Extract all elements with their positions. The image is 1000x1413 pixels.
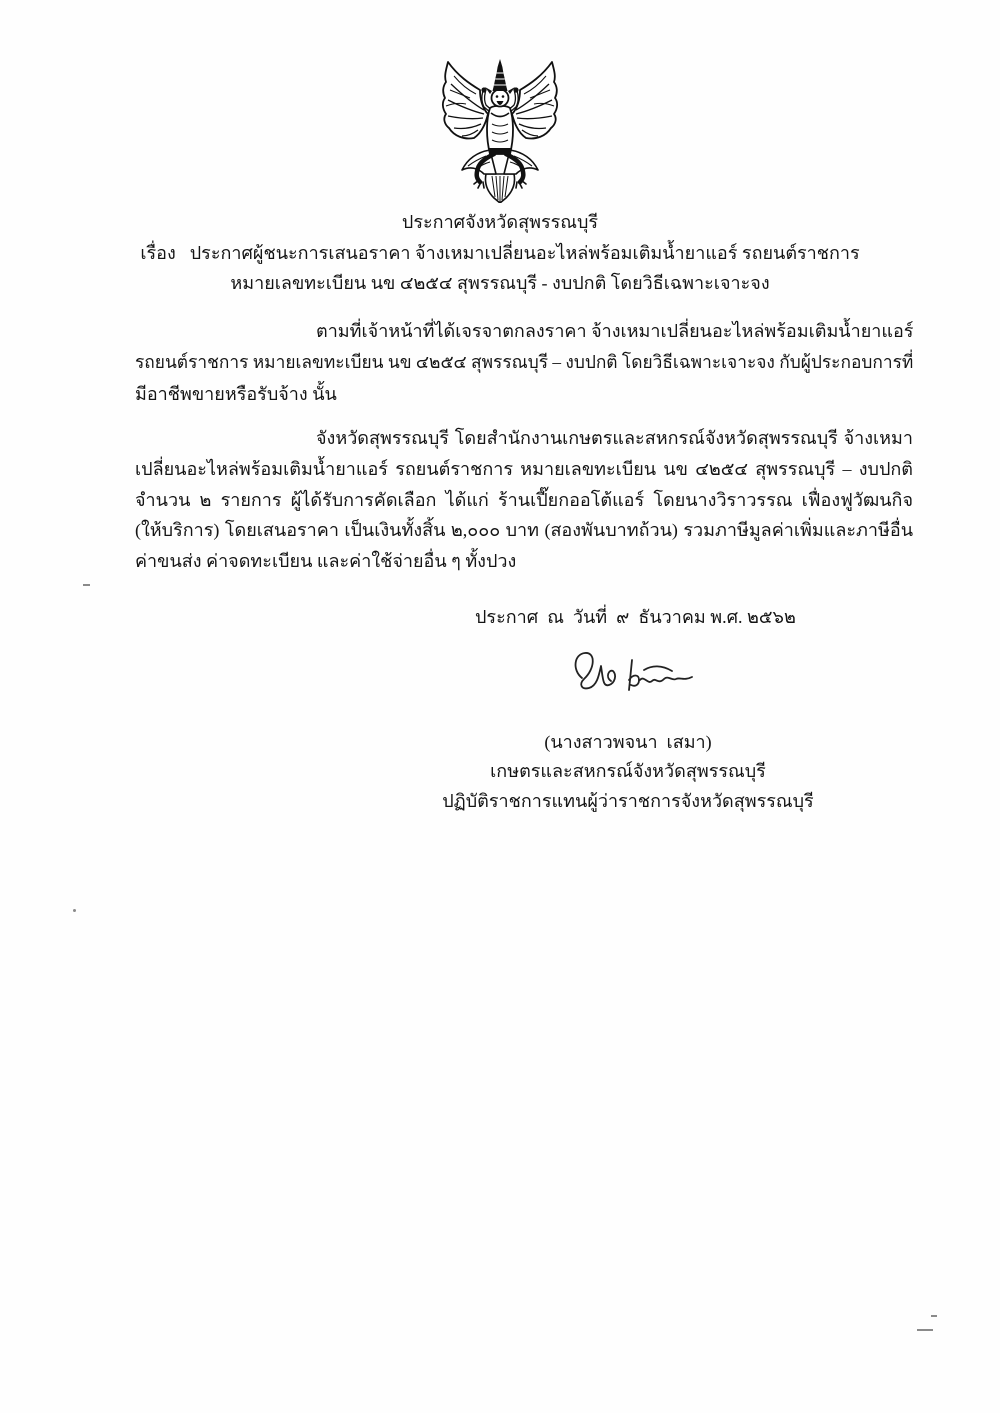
subject-line xyxy=(120,238,880,268)
paragraph-line: เปลี่ยนอะไหล่พร้อมเติมน้ำยาแอร์ รถยนต์ราชการ หมายเลขทะเบียน นข ๔๒๕๔ สุพรรณบุรี – งบปกติ xyxy=(135,459,913,479)
handwritten-signature xyxy=(568,644,698,704)
paragraph-line: จังหวัดสุพรรณบุรี โดยสำนักงานเกษตรและสหกรณ์จังหวัดสุพรรณบุรี จ้างเหมา xyxy=(316,428,913,448)
subject-text: ประกาศผู้ชนะการเสนอราคา จ้างเหมาเปลี่ยนอะไหล่พร้อมเติมน้ำยาแอร์ รถยนต์ราชการ xyxy=(189,243,860,263)
paragraph-line: มีอาชีพขายหรือรับจ้าง นั้น xyxy=(135,384,337,404)
scan-speck xyxy=(917,1329,933,1331)
paragraph-line: จำนวน ๒ รายการ ผู้ได้รับการคัดเลือก ได้แก่ ร้านเปี๊ยกออโต้แอร์ โดยนางวิราวรรณ เฟื่องฟูวัฒนกิจ xyxy=(135,490,913,510)
scan-speck xyxy=(83,584,90,586)
paragraph-line: ตามที่เจ้าหน้าที่ได้เจรจาตกลงราคา จ้างเหมาเปลี่ยนอะไหล่พร้อมเติมน้ำยาแอร์ xyxy=(316,321,914,341)
scan-speck xyxy=(931,1315,937,1317)
subject-line-continued: หมายเลขทะเบียน นข ๔๒๕๔ สุพรรณบุรี - งบปกติ โดยวิธีเฉพาะเจาะจง xyxy=(230,273,770,293)
signatory-position: เกษตรและสหกรณ์จังหวัดสุพรรณบุรี xyxy=(490,761,766,781)
garuda-emblem-icon xyxy=(440,58,560,203)
signatory-acting-for: ปฏิบัติราชการแทนผู้ว่าราชการจังหวัดสุพรรณบุรี xyxy=(442,791,814,811)
scan-speck xyxy=(73,909,76,912)
announcement-date: ประกาศ ณ วันที่ ๙ ธันวาคม พ.ศ. ๒๕๖๒ xyxy=(475,607,796,627)
signatory-name: (นางสาวพจนา เสมา) xyxy=(544,732,712,752)
issuer-title: ประกาศจังหวัดสุพรรณบุรี xyxy=(401,212,599,232)
paragraph-line: รถยนต์ราชการ หมายเลขทะเบียน นข ๔๒๕๔ สุพรรณบุรี – งบปกติ โดยวิธีเฉพาะเจาะจง กับผู้ประกอบการที่ xyxy=(135,352,914,372)
paragraph-line: (ให้บริการ) โดยเสนอราคา เป็นเงินทั้งสิ้น ๒,๐๐๐ บาท (สองพันบาทถ้วน) รวมภาษีมูลค่าเพิ่มและภาษีอื่น xyxy=(135,520,913,540)
paragraph-line: ค่าขนส่ง ค่าจดทะเบียน และค่าใช้จ่ายอื่น ๆ ทั้งปวง xyxy=(135,551,517,571)
subject-label: เรื่อง xyxy=(140,243,176,263)
